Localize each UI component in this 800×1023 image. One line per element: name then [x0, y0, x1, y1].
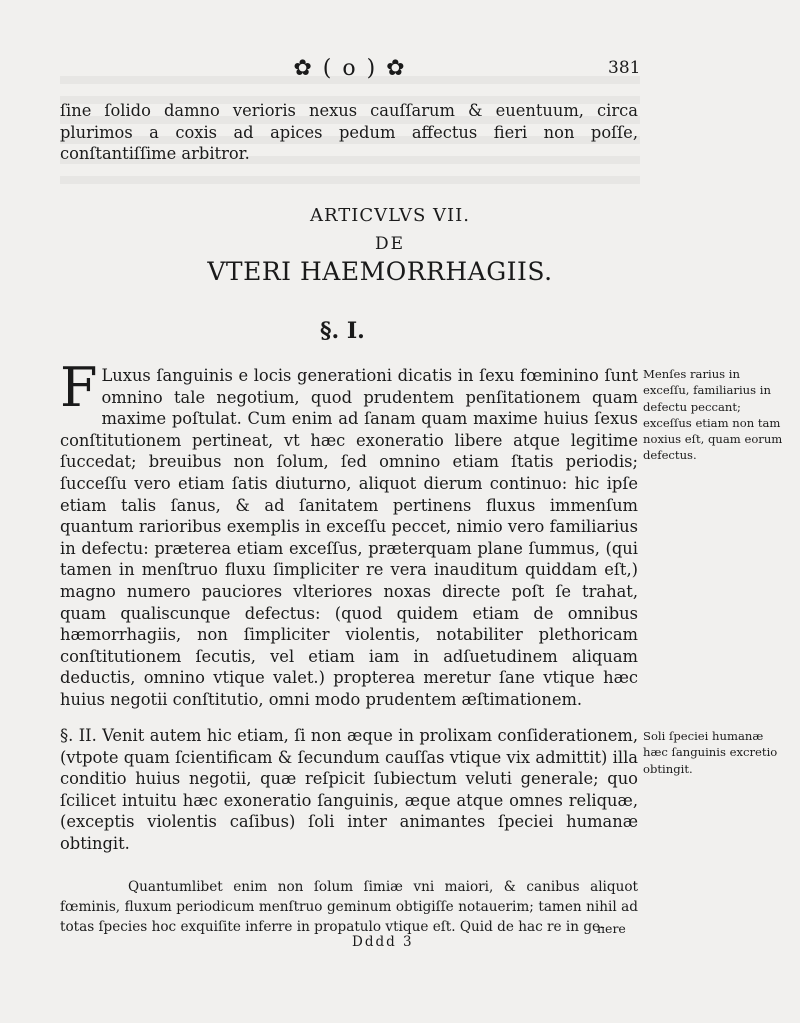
footnote: [60, 877, 638, 937]
article-title: VTERI HAEMORRHAGIIS.: [207, 257, 553, 286]
header-ornament: ✿ ( o ) ✿: [293, 56, 407, 81]
footnote-text: Quantumlibet enim non ſolum ſimiæ vni maiori, & canibus aliquot fœminis, fluxum periodicum menſtruo geminum obtigiſſe notauerim; tamen nihil ad totas ſpecies hoc exquiſite inferre in propatulo vtique eſt. Quid de hac re in ge-: [60, 879, 638, 935]
margin-note-2: Soli ſpeciei humanæ hæc ſanguinis excretio obtingit.: [643, 729, 778, 776]
section-1-paragraph: [60, 356, 638, 711]
drop-cap: F: [60, 356, 98, 419]
paragraph-text: §. II. Venit autem hic etiam, ſi non æque in prolixam conſiderationem, (vtpote quam ſcientificam & ſecundum cauſſas vtique vix admittit) illa conditio huius negotii, quæ reſpicit ſubiectum veluti generale; quo ſcilicet intuitu hæc exoneratio ſanguinis, æque atque omnes reliquæ, (exceptis violentis caſibus) ſoli inter animantes ſpeciei humanæ obtingit.: [60, 726, 638, 853]
article-heading: [0, 205, 800, 286]
margin-note-1: Menſes rarius in exceſſu, familiarius in defectu peccant; exceſſus etiam non tam noxius eſt, quam eorum defectus.: [643, 367, 783, 463]
signature-mark: Dddd 3: [352, 934, 414, 950]
paragraph-text: ſine ſolido damno verioris nexus cauſſarum & euentuum, circa plurimos a coxis ad apices pedum affectus fieri non poſſe, conſtantiſſime arbitror.: [60, 101, 638, 164]
catchword: nere: [597, 921, 626, 936]
article-label: ARTICVLVS VII.: [310, 205, 470, 226]
page-number: 381: [608, 58, 641, 78]
continuation-paragraph: [60, 100, 638, 165]
paragraph-text: Luxus ſanguinis e locis generationi dicatis in ſexu fœminino ſunt omnino tale negotium, quod prudentem penſitationem quam maxime poſtulat. Cum enim ad ſanam quam maxime huius ſexus conſtitutionem pertineat, vt hæc exoneratio libere atque legitime ſuccedat; breuibus non ſolum, ſed omnino etiam ſtatis periodis; ſucceſſu vero etiam ſatis diuturno, aliquot dierum continuo: hic ipſe etiam talis ſanus, & ad ſanitatem pertinens fluxus immenſum quantum rarioribus exemplis in exceſſu peccet, nimio vero familiarius in defectu: præterea etiam exceſſus, præterquam plane ſummus, (qui tamen in menſtruo fluxu ſimpliciter re vera inauditum quiddam eſt,) magno numero pauciores vlteriores noxas directe poſt ſe trahat, quam qualiscunque defectus: (quod quidem etiam de omnibus hæmorrhagiis, non ſimpliciter violentis, notabiliter plethoricam conſtitutionem ſecutis, vel etiam iam in adſuetudinem aliquam deductis, omnino vtique valet.) propterea meretur ſane vtique hæc huius negotii conſtitutio, omni modo prudentem æſtimationem.: [60, 366, 638, 709]
article-de: DE: [374, 234, 406, 254]
section-heading: §. I.: [320, 318, 365, 344]
section-2-paragraph: [60, 725, 638, 855]
